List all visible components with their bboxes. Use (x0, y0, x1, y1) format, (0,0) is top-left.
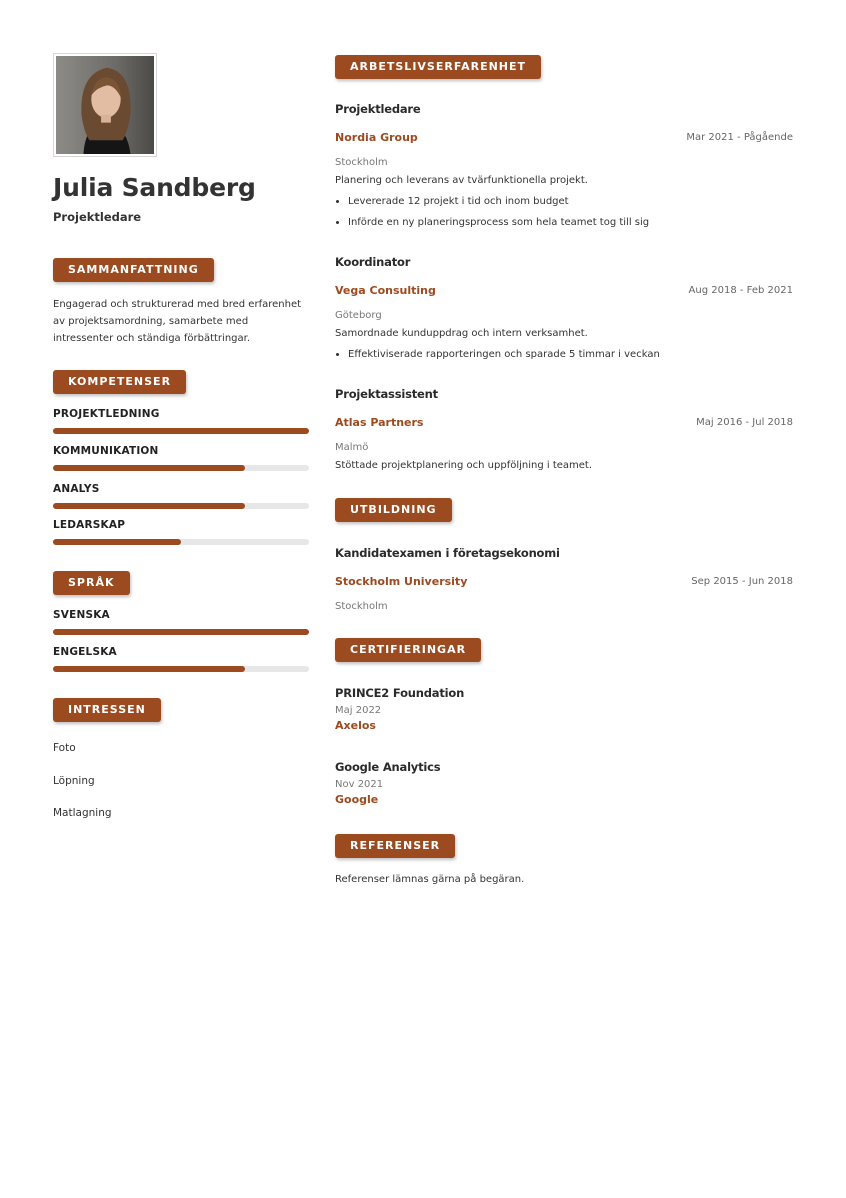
job-location: Malmö (335, 442, 369, 453)
achievement-item: • Införde en ny planeringsprocess som hela teamet tog till sig (348, 212, 649, 233)
job-entry (335, 102, 793, 232)
job-company: Atlas Partners (335, 416, 424, 429)
education-dates: Sep 2015 - Jun 2018 (691, 576, 793, 587)
certifications-heading: CERTIFIERINGAR (335, 638, 481, 662)
education-location: Stockholm (335, 601, 388, 612)
skills-section (53, 370, 186, 394)
education-entry (335, 546, 793, 616)
language-bar (53, 629, 309, 635)
references-entry (335, 874, 793, 890)
certification-issuer: Axelos (335, 719, 376, 732)
skill-bar-fill (53, 539, 181, 545)
skill-item (53, 483, 309, 509)
education-section (335, 498, 452, 522)
education-degree: Kandidatexamen i företagsekonomi (335, 546, 560, 560)
education-heading: UTBILDNING (335, 498, 452, 522)
experience-section (335, 55, 541, 79)
certification-title: Google Analytics (335, 760, 441, 774)
skill-bar-fill (53, 465, 245, 471)
languages-section (53, 571, 130, 595)
skill-bar (53, 428, 309, 434)
job-dates: Mar 2021 - Pågående (686, 132, 793, 143)
job-description: Planering och leverans av tvärfunktionella projekt. (335, 175, 588, 186)
job-entry (335, 255, 793, 365)
certification-date: Nov 2021 (335, 779, 384, 790)
references-section (335, 834, 455, 858)
references-heading: REFERENSER (335, 834, 455, 858)
references-text: Referenser lämnas gärna på begäran. (335, 874, 525, 885)
interests-heading: INTRESSEN (53, 698, 161, 722)
job-dates: Aug 2018 - Feb 2021 (688, 285, 793, 296)
job-achievements (335, 191, 649, 233)
experience-heading: ARBETSLIVSERFARENHET (335, 55, 541, 79)
language-bar-fill (53, 666, 245, 672)
job-entry (335, 387, 793, 477)
job-description: Stöttade projektplanering och uppföljning i teamet. (335, 460, 593, 471)
language-item (53, 646, 309, 672)
job-achievements (335, 344, 660, 365)
candidate-name: Julia Sandberg (53, 173, 256, 202)
skill-bar (53, 539, 309, 545)
skill-bar (53, 503, 309, 509)
certifications-section (335, 638, 481, 662)
language-label: SVENSKA (53, 609, 110, 621)
interests-section (53, 698, 161, 722)
job-location: Stockholm (335, 157, 388, 168)
portrait-image (56, 56, 154, 154)
skill-bar-fill (53, 503, 245, 509)
certification-issuer: Google (335, 793, 379, 806)
job-title: Koordinator (335, 255, 411, 269)
languages-heading: SPRÅK (53, 571, 130, 595)
job-company: Nordia Group (335, 131, 418, 144)
language-item (53, 609, 309, 635)
skill-item (53, 408, 309, 434)
summary-section (53, 258, 309, 347)
skill-label: LEDARSKAP (53, 519, 126, 531)
summary-text: Engagerad och strukturerad med bred erfarenhet av projektsamordning, samarbete med intressenter och ständiga förbättringar. (53, 299, 302, 344)
language-label: ENGELSKA (53, 646, 117, 658)
language-bar (53, 666, 309, 672)
certification-date: Maj 2022 (335, 705, 382, 716)
skill-item (53, 445, 309, 471)
job-location: Göteborg (335, 310, 382, 321)
interest-item: Foto (53, 742, 76, 754)
skill-label: KOMMUNIKATION (53, 445, 159, 457)
job-title: Projektassistent (335, 387, 438, 401)
job-dates: Maj 2016 - Jul 2018 (696, 417, 793, 428)
interest-item: Matlagning (53, 807, 112, 819)
education-school: Stockholm University (335, 575, 468, 588)
job-company: Vega Consulting (335, 284, 436, 297)
job-description: Samordnade kunduppdrag och intern verksamhet. (335, 328, 588, 339)
left-column (53, 53, 309, 819)
candidate-title: Projektledare (53, 210, 142, 224)
certification-entry (335, 760, 440, 806)
summary-heading: SAMMANFATTNING (53, 258, 214, 282)
certification-entry (335, 686, 464, 732)
skills-heading: KOMPETENSER (53, 370, 186, 394)
language-bar-fill (53, 629, 309, 635)
skill-label: ANALYS (53, 483, 100, 495)
profile-photo (53, 53, 157, 157)
certification-title: PRINCE2 Foundation (335, 686, 465, 700)
skill-item (53, 519, 309, 545)
skill-label: PROJEKTLEDNING (53, 408, 160, 420)
achievement-item: • Effektiviserade rapporteringen och sparade 5 timmar i veckan (348, 344, 660, 365)
job-title: Projektledare (335, 102, 421, 116)
skill-bar (53, 465, 309, 471)
achievement-item: • Levererade 12 projekt i tid och inom budget (348, 191, 649, 212)
interest-item: Löpning (53, 775, 95, 787)
skill-bar-fill (53, 428, 309, 434)
